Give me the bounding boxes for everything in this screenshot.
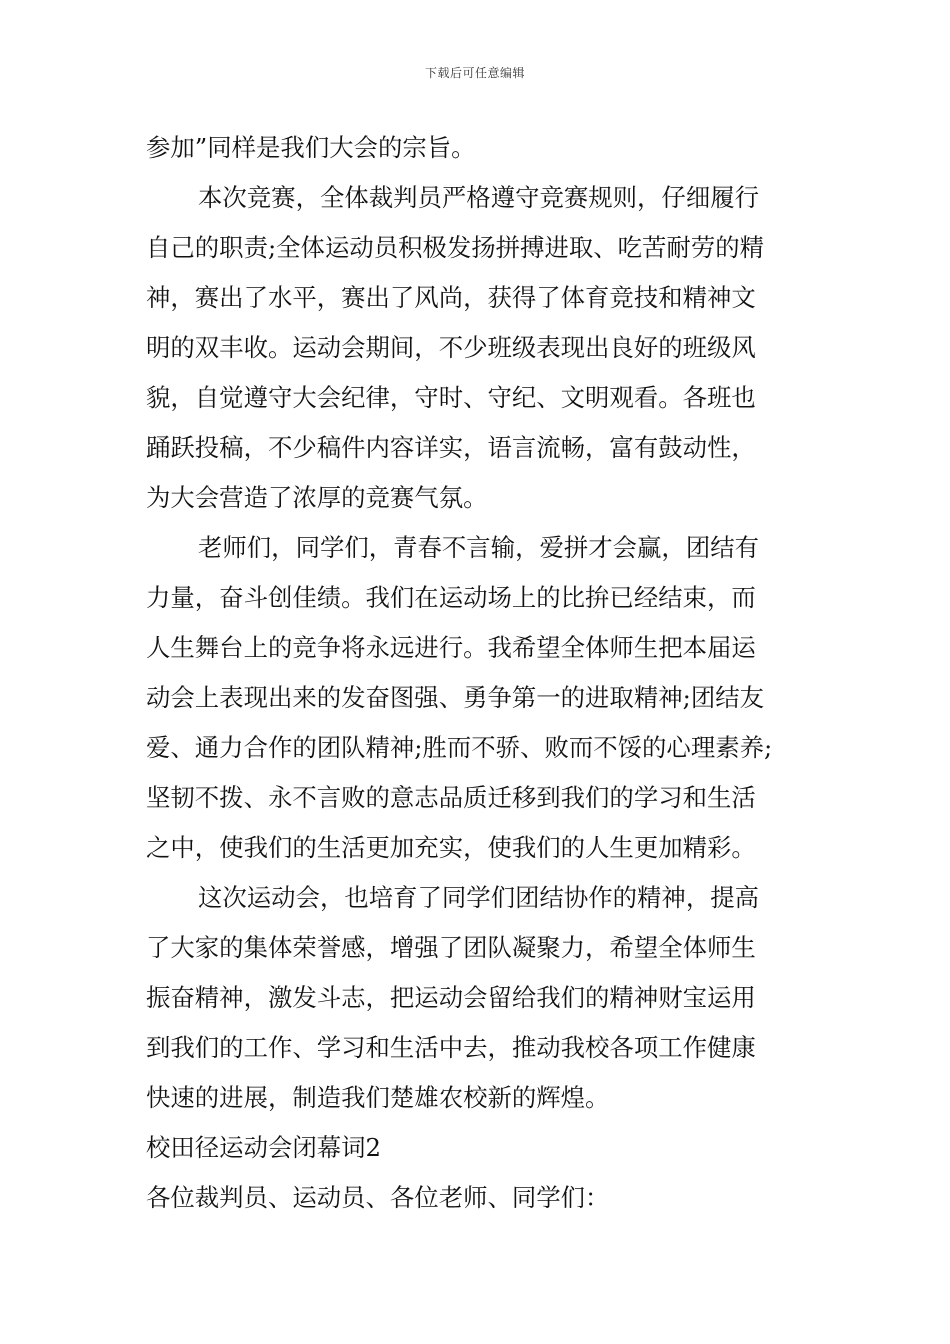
paragraph-line: 坚韧不拨、永不言败的意志品质迁移到我们的学习和生活 — [146, 783, 756, 812]
paragraph-line: 老师们，同学们，青春不言输，爱拼才会赢，团结有 — [198, 533, 759, 562]
paragraph-line: 了大家的集体荣誉感，增强了团队凝聚力，希望全体师生 — [146, 933, 756, 962]
page-header-note: 下载后可任意编辑 — [424, 66, 525, 80]
salutation-line: 各位裁判员、运动员、各位老师、同学们： — [146, 1183, 610, 1212]
paragraph-line: 自己的职责;全体运动员积极发扬拼搏进取、吃苦耐劳的精 — [146, 233, 764, 262]
paragraph-line: 力量，奋斗创佳绩。我们在运动场上的比拚已经结束，而 — [146, 583, 756, 612]
paragraph-line: 为大会营造了浓厚的竞赛气氛。 — [146, 483, 488, 512]
paragraph-line: 之中，使我们的生活更加充实，使我们的人生更加精彩。 — [146, 833, 756, 862]
paragraph-line: 本次竞赛，全体裁判员严格遵守竞赛规则，仔细履行 — [198, 183, 759, 212]
paragraph-line: 明的双丰收。运动会期间，不少班级表现出良好的班级风 — [146, 333, 756, 362]
paragraph-line: 爱、通力合作的团队精神;胜而不骄、败而不馁的心理素养; — [146, 733, 773, 762]
section-title: 校田径运动会闭幕词2 — [146, 1133, 382, 1162]
paragraph-line: 振奋精神，激发斗志，把运动会留给我们的精神财宝运用 — [146, 983, 756, 1012]
paragraph-line: 快速的进展，制造我们楚雄农校新的辉煌。 — [146, 1083, 610, 1112]
paragraph-line: 貌，自觉遵守大会纪律，守时、守纪、文明观看。各班也 — [146, 383, 756, 412]
paragraph-line: 踊跃投稿，不少稿件内容详实，语言流畅，富有鼓动性， — [146, 433, 756, 462]
paragraph-line: 参加”同样是我们大会的宗旨。 — [146, 133, 476, 162]
paragraph-line: 到我们的工作、学习和生活中去，推动我校各项工作健康 — [146, 1033, 756, 1062]
paragraph-line: 神，赛出了水平，赛出了风尚，获得了体育竞技和精神文 — [146, 283, 756, 312]
paragraph-line: 这次运动会，也培育了同学们团结协作的精神，提高 — [198, 883, 759, 912]
paragraph-line: 动会上表现出来的发奋图强、勇争第一的进取精神;团结友 — [146, 683, 764, 712]
paragraph-line: 人生舞台上的竞争将永远进行。我希望全体师生把本届运 — [146, 633, 756, 662]
